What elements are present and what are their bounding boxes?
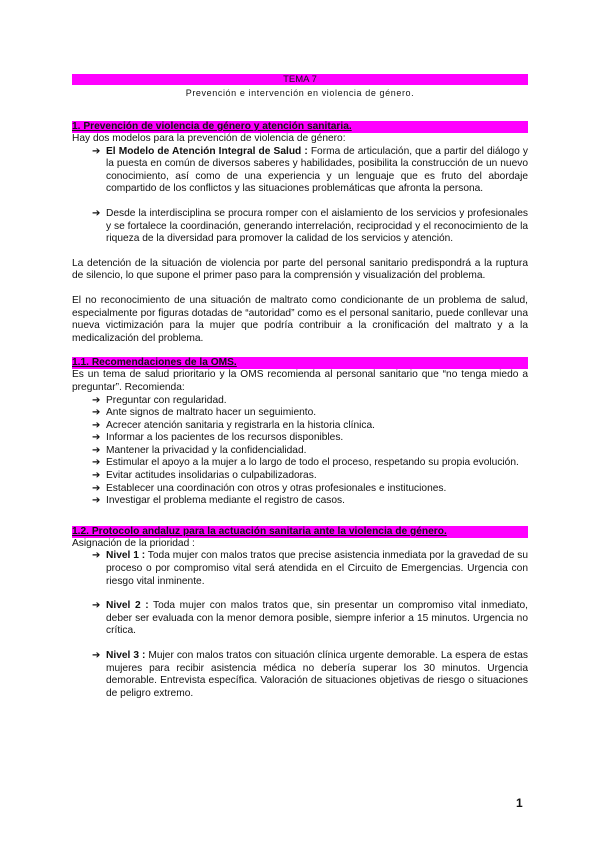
model-name: El Modelo de Atención Integral de Salud : — [106, 145, 308, 157]
level-description: Mujer con malos tratos con situación clínica urgente demorable. La espera de estas mujeres para recibir asistencia médica no debería superar los 30 minutos. Urgencia demorable. Entrevista específica. Valoración de situaciones objetivas de riesgo o situaciones de peligro extremo. — [106, 650, 528, 699]
arrow-right-icon: ➔ — [92, 207, 101, 219]
page-number: 1 — [516, 796, 523, 810]
level-label: Nivel 2 : — [106, 600, 149, 612]
item-text: Ante signos de maltrato hacer un seguimiento. — [106, 407, 317, 419]
arrow-right-icon: ➔ — [92, 495, 101, 507]
models-list — [72, 146, 528, 246]
topic-title: TEMA 7 — [72, 74, 528, 85]
item-text: Mantener la privacidad y la confidencialidad. — [106, 444, 307, 456]
item-text: Desde la interdisciplina se procura romper con el aislamiento de los servicios y profesionales y se fortalece la coordinación, generando interrelación, reciprocidad y el reconocimiento de la riqueza de la diversidad para promover la calidad de los servicios y atención. — [106, 207, 528, 245]
list-item — [92, 445, 528, 458]
recommendations-list — [72, 395, 528, 508]
list-item — [92, 420, 528, 433]
paragraph: La detención de la situación de violencia por parte del personal sanitario predispondrá a la ruptura de silencio, lo que supone el primer paso para la comprensión y visualización del problema. — [72, 257, 528, 282]
list-item — [92, 407, 528, 420]
list-item — [92, 395, 528, 408]
section-1-1-heading: 1.1. Recomendaciones de la OMS. — [72, 357, 528, 369]
item-text: Estimular el apoyo a la mujer a lo largo de todo el proceso, respetando su propia evolución. — [106, 457, 519, 469]
arrow-right-icon: ➔ — [92, 444, 101, 456]
arrow-right-icon: ➔ — [92, 419, 101, 431]
level-label: Nivel 3 : — [106, 650, 146, 661]
level-description: Toda mujer con malos tratos que, sin presentar un compromiso vital inmediato, deber ser evaluada con la menor demora posible, siempre inferior a 15 minutos. Urgencia no crítica. — [106, 600, 528, 637]
arrow-right-icon: ➔ — [92, 482, 101, 494]
item-text: Informar a los pacientes de los recursos disponibles. — [106, 432, 344, 444]
list-item — [92, 483, 528, 496]
list-item — [92, 470, 528, 483]
section-1-2-intro: Asignación de la prioridad : — [72, 537, 195, 549]
list-item — [92, 432, 528, 445]
section-1-1-intro: Es un tema de salud prioritario y la OMS recomienda al personal sanitario que “no tenga miedo a preguntar”. Recomienda: — [72, 369, 528, 393]
arrow-right-icon: ➔ — [92, 407, 101, 419]
item-text: Evitar actitudes insolidarias o culpabilizadoras. — [106, 470, 317, 482]
arrow-right-icon: ➔ — [92, 470, 101, 482]
list-item — [92, 495, 528, 508]
arrow-right-icon: ➔ — [92, 457, 101, 469]
item-text: Establecer una coordinación con otros y otras profesionales e instituciones. — [106, 482, 447, 494]
item-text: Investigar el problema mediante el registro de casos. — [106, 495, 345, 507]
document-subtitle: Prevención e intervención en violencia de género. — [185, 88, 415, 98]
level-description: Toda mujer con malos tratos que precise asistencia inmediata por la gravedad de su proceso o por compromiso vital será atendida en el Circuito de Emergencias. Urgencia con riesgo vital inminente. — [106, 550, 528, 587]
item-text: Acrecer atención sanitaria y registrarla en la historia clínica. — [106, 419, 375, 431]
arrow-right-icon: ➔ — [92, 550, 101, 562]
section-1-intro: Hay dos modelos para la prevención de violencia de género: — [72, 133, 346, 144]
list-item — [92, 550, 528, 588]
model-description: Forma de articulación, que a partir del diálogo y la puesta en común de diversos saberes y habilidades, posibilita la construcción de un nuevo conocimiento, así como de una experiencia y un lenguaje que es fruto del abordaje compartido de los conflictos y las situaciones problemáticas que afronta la persona. — [106, 145, 528, 195]
section-1-2-heading: 1.2. Protocolo andaluz para la actuación sanitaria ante la violencia de género. — [72, 526, 528, 538]
list-item — [92, 146, 528, 196]
list-item — [92, 650, 528, 700]
arrow-right-icon: ➔ — [92, 432, 101, 444]
document-page — [72, 74, 528, 700]
section-1-heading: 1. Prevención de violencia de género y atención sanitaria. — [72, 121, 528, 133]
arrow-right-icon: ➔ — [92, 650, 101, 661]
list-item — [92, 208, 528, 246]
item-text: Preguntar con regularidad. — [106, 394, 227, 406]
list-item — [92, 600, 528, 638]
paragraph: El no reconocimiento de una situación de maltrato como condicionante de un problema de salud, especialmente por figuras dotadas de “autoridad” como es el personal sanitario, puede conllevar una nueva victimización para la mujer que podría contribuir a la cronificación del maltrato y a la medicalización del problema. — [72, 294, 528, 344]
arrow-right-icon: ➔ — [92, 600, 101, 612]
arrow-right-icon: ➔ — [92, 394, 101, 406]
arrow-right-icon: ➔ — [92, 145, 101, 157]
priority-levels-list — [72, 550, 528, 700]
level-label: Nivel 1 : — [106, 550, 146, 562]
list-item — [92, 457, 528, 470]
